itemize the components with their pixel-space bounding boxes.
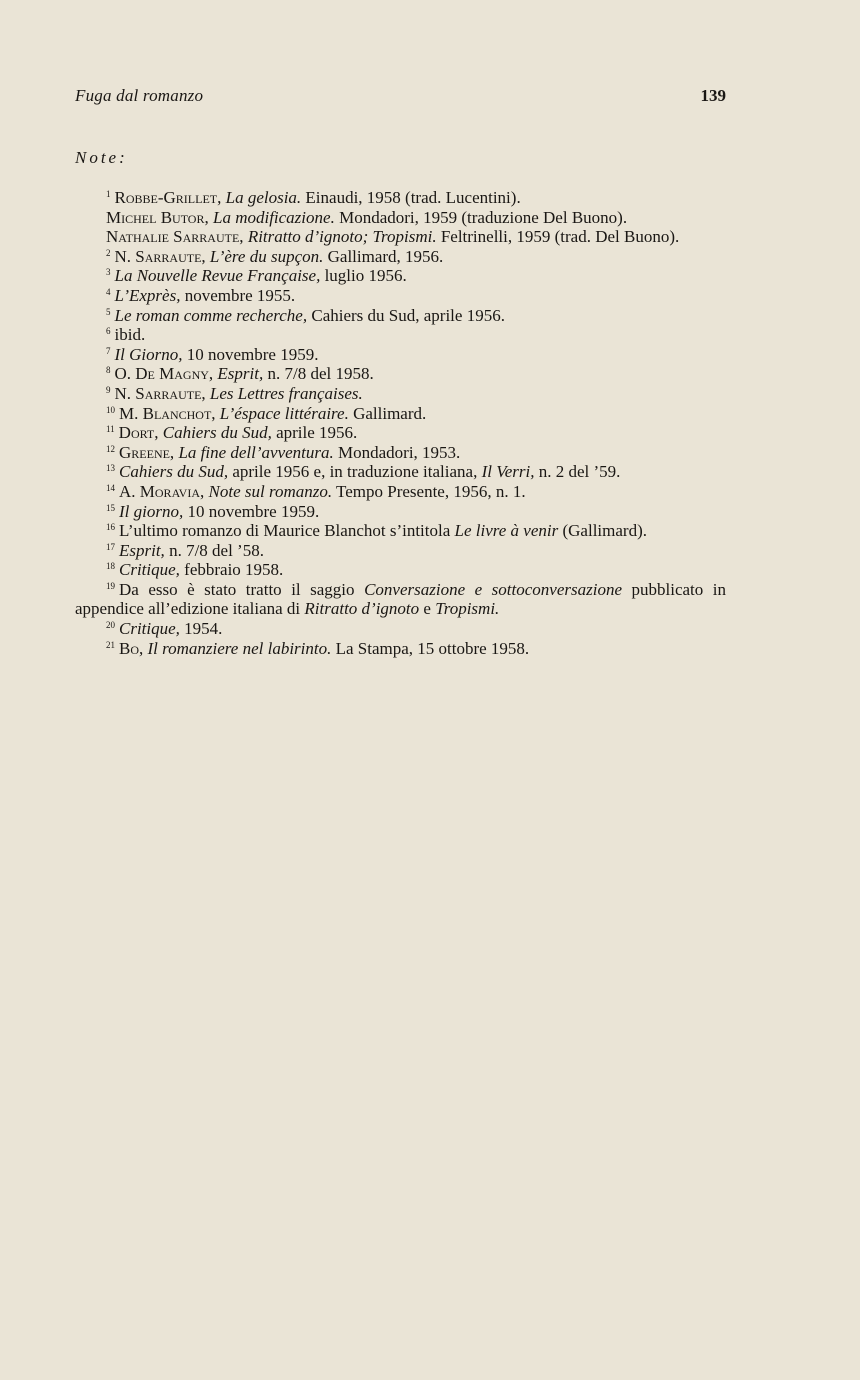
footnote	[75, 188, 726, 208]
footnote-number: 6	[106, 326, 111, 337]
footnote-number: 5	[106, 306, 111, 317]
running-title: Fuga dal romanzo	[75, 86, 204, 105]
footnote	[75, 443, 726, 463]
footnote-title: L’éspace littéraire.	[219, 403, 349, 423]
footnote-author: A. Moravia,	[119, 481, 205, 501]
footnote-number: 9	[106, 384, 111, 395]
footnote-title: Cahiers du Sud,	[162, 423, 272, 443]
footnote-text: aprile 1956 e, in traduzione italiana,	[232, 462, 478, 482]
footnote-text: febbraio 1958.	[184, 560, 284, 580]
footnote	[75, 580, 726, 619]
footnote	[75, 364, 726, 384]
footnote-text: Gallimard, 1956.	[327, 246, 444, 266]
footnote	[75, 286, 726, 306]
footnote	[75, 306, 726, 326]
footnote-author: M. Blanchot,	[119, 403, 216, 423]
footnote	[75, 462, 726, 482]
footnote-title: Il giorno,	[119, 501, 184, 521]
footnote-title: Esprit,	[217, 364, 264, 384]
footnote-text: Gallimard.	[353, 403, 427, 423]
footnote	[75, 521, 726, 541]
footnote	[75, 423, 726, 443]
footnote-author: Greene,	[119, 442, 175, 462]
footnote	[75, 345, 726, 365]
footnote-number: 20	[106, 620, 115, 631]
footnote-text: n. 7/8 del ’58.	[169, 540, 264, 560]
footnote	[75, 325, 726, 345]
footnote-text: ibid.	[114, 325, 146, 345]
footnote-author: Michel Butor,	[106, 207, 209, 227]
footnote-text: L’ultimo romanzo di Maurice Blanchot s’intitola	[119, 521, 451, 541]
footnote-text: n. 2 del ’59.	[538, 462, 621, 482]
footnote-number: 8	[106, 365, 111, 376]
footnote-title: Ritratto d’ignoto	[304, 599, 420, 619]
footnote-title: Il Giorno,	[114, 344, 183, 364]
footnote-title: Ritratto d’ignoto; Tropismi.	[247, 227, 437, 247]
footnote-text: La Stampa, 15 ottobre 1958.	[335, 638, 530, 658]
footnote-text: luglio 1956.	[324, 266, 407, 286]
footnote	[75, 384, 726, 404]
footnote-number: 19	[106, 580, 115, 591]
footnote-text: Mondadori, 1953.	[338, 442, 461, 462]
footnote	[75, 502, 726, 522]
footnote-author: Nathalie Sarraute,	[106, 227, 244, 247]
footnote-title: Esprit,	[119, 540, 165, 560]
footnote-text: Mondadori, 1959 (traduzione Del Buono).	[339, 207, 628, 227]
footnote	[75, 560, 726, 580]
footnote-title: L’ère du supçon.	[209, 246, 324, 266]
footnote-text: Da esso è stato tratto il saggio	[119, 579, 355, 599]
footnote-text: Feltrinelli, 1959 (trad. Del Buono).	[440, 227, 680, 247]
footnote	[75, 227, 726, 247]
footnote-number: 14	[106, 482, 115, 493]
footnote-title: Tropismi.	[435, 599, 500, 619]
footnote-number: 15	[106, 502, 115, 513]
footnote-title: L’Exprès,	[114, 285, 181, 305]
footnote-number: 1	[106, 189, 111, 199]
footnote-number: 18	[106, 561, 115, 572]
footnote-author: O. De Magny,	[114, 364, 214, 384]
footnote-text: novembre 1955.	[184, 285, 296, 305]
footnote-author: N. Sarraute,	[114, 246, 206, 266]
footnote-number: 3	[106, 267, 111, 278]
footnote-number: 4	[106, 286, 111, 297]
footnote-number: 2	[106, 247, 111, 258]
footnote-title: La fine dell’avventura.	[178, 442, 334, 462]
footnote-title: Critique,	[119, 619, 180, 639]
footnote-text: Cahiers du Sud, aprile 1956.	[311, 305, 505, 325]
footnote-text: (Gallimard).	[562, 521, 647, 541]
footnote-author: Robbe-Grillet,	[114, 188, 222, 207]
footnote-number: 11	[106, 424, 115, 435]
footnote-text: e	[423, 599, 431, 619]
footnote-title: La modificazione.	[212, 207, 335, 227]
footnote-text: pubblicato in appendice all’edizione italiana di	[75, 579, 727, 619]
footnote-title: Conversazione e sottoconversazione	[364, 579, 622, 599]
footnote-text: aprile 1956.	[276, 423, 358, 443]
footnote-title: Note sul romanzo.	[208, 481, 333, 501]
footnote-title: Critique,	[119, 560, 180, 580]
notes-heading: Note:	[75, 148, 128, 167]
footnote-title: La Nouvelle Revue Française,	[114, 266, 321, 286]
footnote	[75, 639, 726, 659]
footnote	[75, 247, 726, 267]
footnote-title: La gelosia.	[225, 188, 302, 207]
footnote-title: Les Lettres françaises.	[209, 383, 363, 403]
notes-list	[75, 188, 726, 658]
footnote	[75, 266, 726, 286]
footnote-text: Einaudi, 1958 (trad. Lucentini).	[305, 188, 521, 207]
footnote-title: Il Verri,	[481, 462, 535, 482]
footnote-number: 16	[106, 522, 115, 533]
footnote-author: Bo,	[119, 638, 144, 658]
footnote	[75, 404, 726, 424]
footnote-text: 10 novembre 1959.	[187, 501, 320, 521]
footnote-title: Cahiers du Sud,	[119, 462, 229, 482]
footnote	[75, 541, 726, 561]
footnote-number: 7	[106, 345, 111, 356]
footnote	[75, 619, 726, 639]
footnote-title: Le livre à venir	[454, 521, 559, 541]
footnote-number: 13	[106, 463, 115, 474]
footnote-text: n. 7/8 del 1958.	[267, 364, 374, 384]
footnote-title: Le roman comme recherche,	[114, 305, 308, 325]
footnote-text: 10 novembre 1959.	[186, 344, 319, 364]
footnote-text: 1954.	[184, 619, 223, 639]
footnote	[75, 208, 726, 228]
footnote-number: 17	[106, 541, 115, 552]
footnote-number: 10	[106, 404, 115, 415]
footnote	[75, 482, 726, 502]
page-number: 139	[700, 86, 726, 105]
footnote-author: N. Sarraute,	[114, 383, 206, 403]
footnote-number: 12	[106, 443, 115, 454]
footnote-number: 21	[106, 639, 115, 650]
footnote-text: Tempo Presente, 1956, n. 1.	[336, 481, 526, 501]
footnote-author: Dort,	[118, 423, 159, 443]
footnote-title: Il romanziere nel labirinto.	[147, 638, 332, 658]
